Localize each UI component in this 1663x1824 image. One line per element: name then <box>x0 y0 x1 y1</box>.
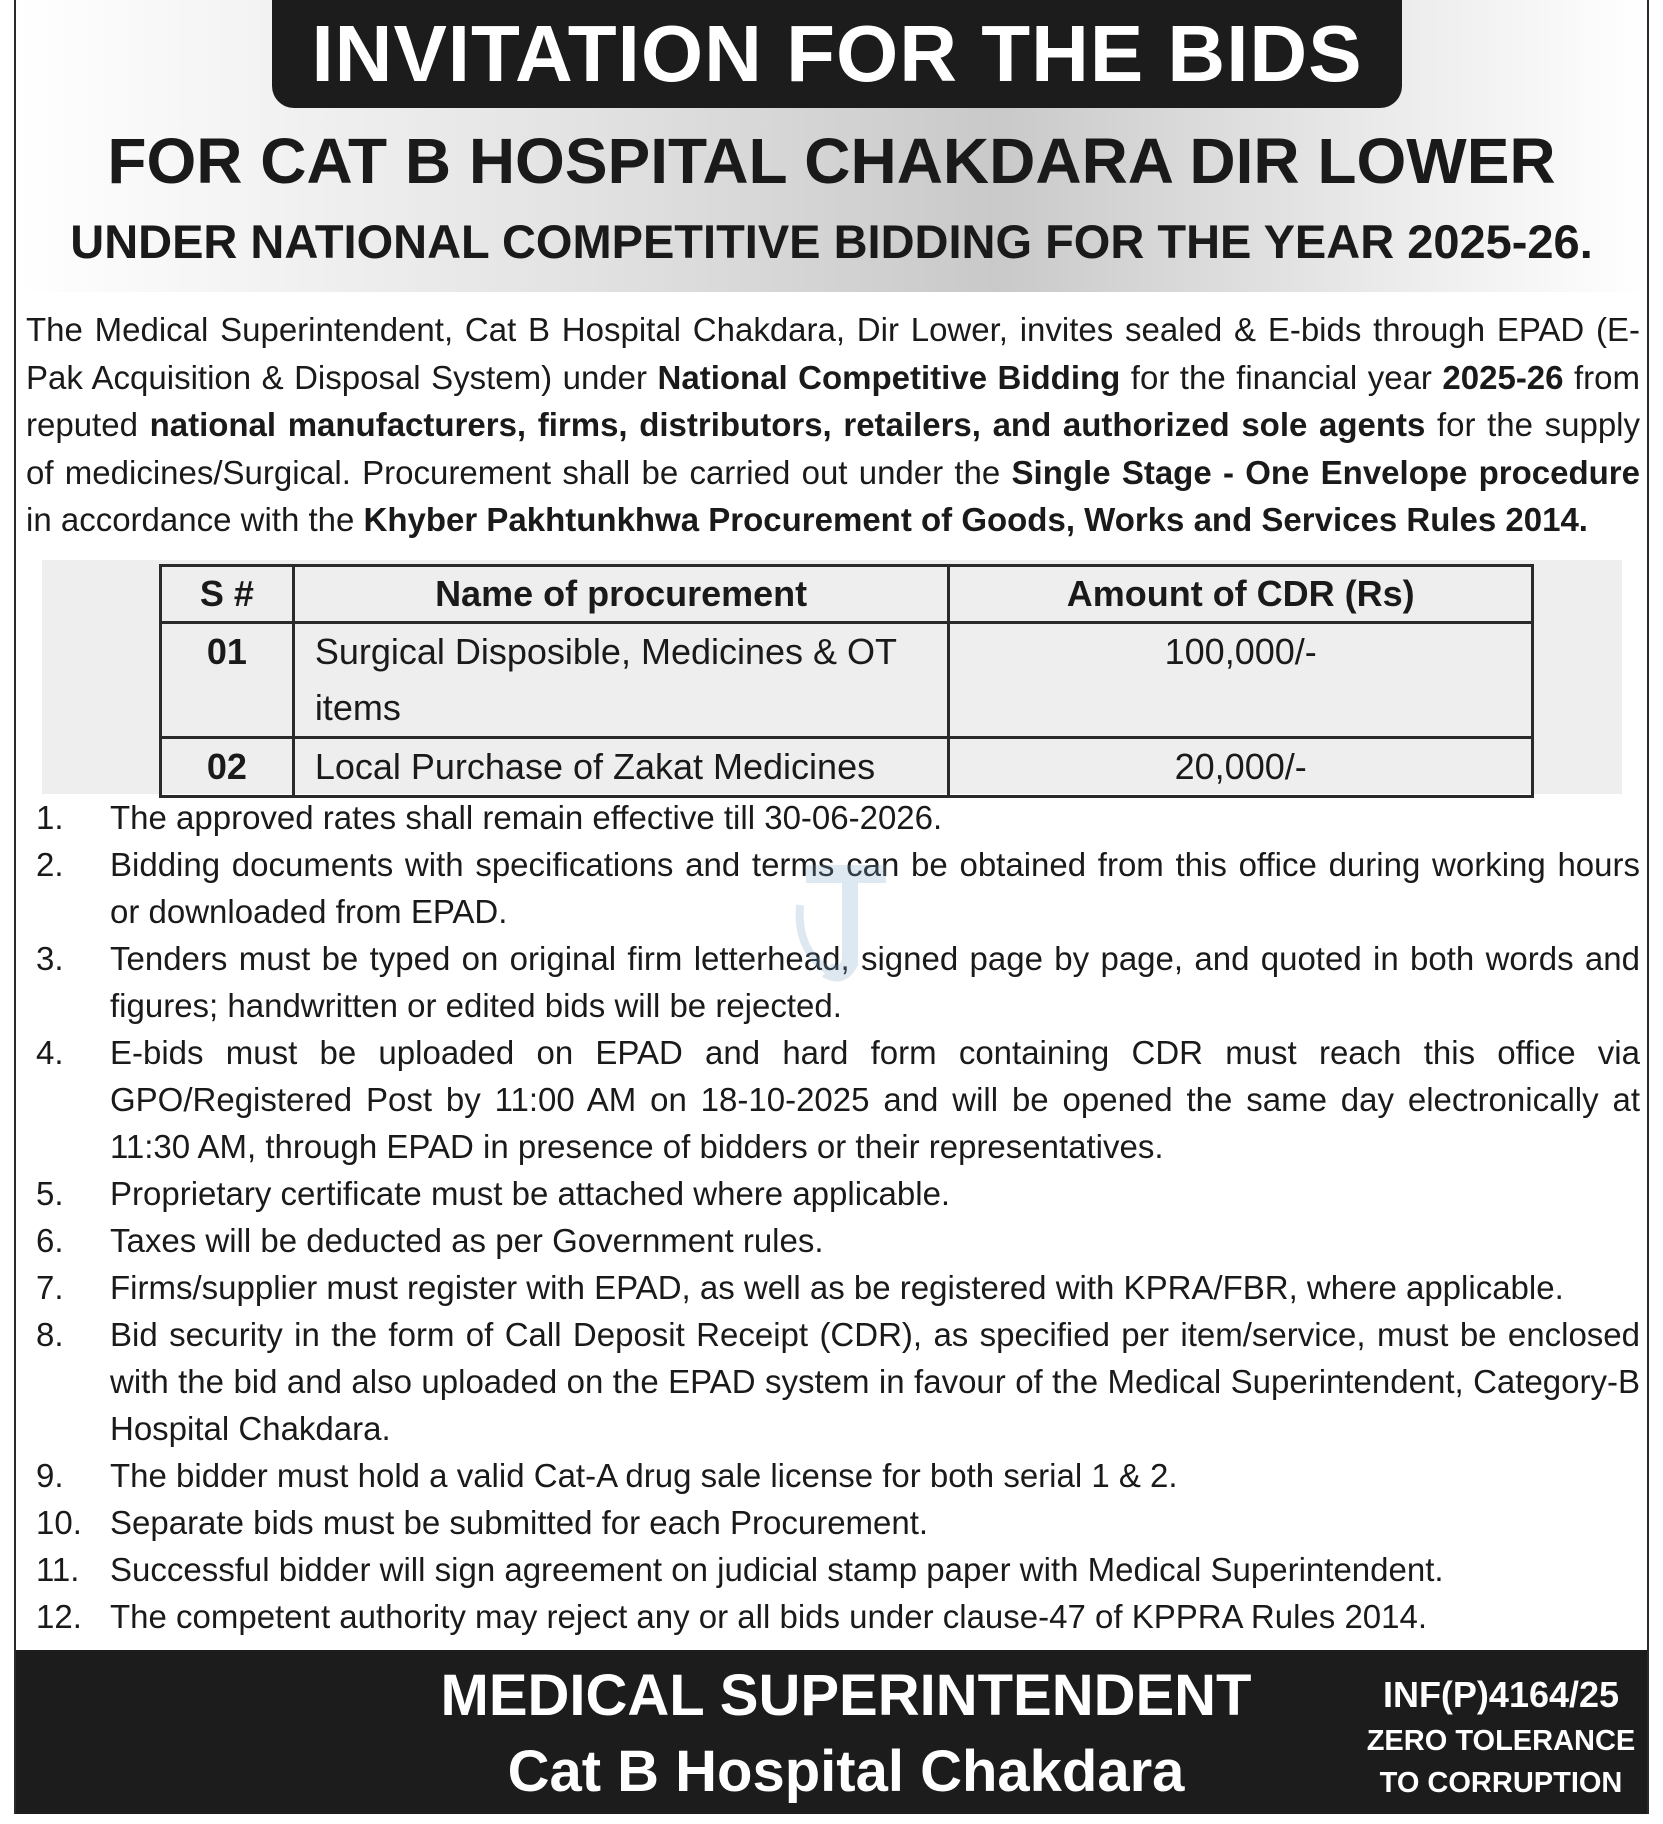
list-item <box>26 1452 1640 1499</box>
list-item-text: Successful bidder will sign agreement on judicial stamp paper with Medical Superintendent. <box>110 1551 1444 1588</box>
column-header-serial: S # <box>161 566 294 623</box>
intro-bold-text: 2025-26 <box>1442 358 1564 396</box>
list-item-text: E-bids must be uploaded on EPAD and hard form containing CDR must reach this office via GPO/Registered Post by 11:00 AM on 18-10-2025 and will be opened the same day electronically at 11:30 AM, through EPAD in presence of bidders or their representatives. <box>110 1034 1640 1165</box>
list-item-number: 4. <box>36 1034 64 1071</box>
list-item <box>26 1311 1640 1452</box>
header-banner <box>16 0 1647 292</box>
list-item <box>26 1499 1640 1546</box>
cell-serial: 01 <box>161 623 294 738</box>
signatory-organization: Cat B Hospital Chakdara <box>507 1739 1185 1804</box>
list-item-text: The bidder must hold a valid Cat-A drug sale license for both serial 1 & 2. <box>110 1457 1178 1494</box>
list-item-text: Bidding documents with specifications and terms can be obtained from this office during working hours or downloaded from EPAD. <box>110 846 1640 930</box>
list-item-text: Proprietary certificate must be attached where applicable. <box>110 1175 951 1212</box>
intro-text: in accordance with the <box>26 501 364 538</box>
signatory-title: MEDICAL SUPERINTENDENT <box>440 1663 1252 1728</box>
intro-text: from reputed <box>26 358 1640 443</box>
slogan-line: ZERO TOLERANCE <box>1366 1725 1636 1757</box>
list-item <box>26 1029 1640 1170</box>
list-item-number: 5. <box>36 1175 64 1212</box>
list-item <box>26 1593 1640 1640</box>
intro-bold-text: National Competitive Bidding <box>657 358 1121 396</box>
watermark-logo-icon <box>786 845 906 995</box>
column-header-name: Name of procurement <box>293 566 949 623</box>
advertisement-page <box>14 0 1649 1814</box>
cell-serial: 02 <box>161 738 294 797</box>
intro-paragraph <box>26 306 1640 544</box>
intro-text: The Medical Superintendent, Cat B Hospital Chakdara, Dir Lower, invites sealed & E-bids through EPAD (E-Pak Acquisition & Disposal System) under <box>26 311 1640 396</box>
list-item-number: 1. <box>36 799 64 836</box>
list-item-number: 11. <box>36 1551 80 1588</box>
intro-bold-text: Single Stage - One Envelope procedure <box>1011 453 1641 491</box>
list-item-text: Bid security in the form of Call Deposit Receipt (CDR), as specified per item/service, must be enclosed with the bid and also uploaded on the EPAD system in favour of the Medical Superintendent, Category-B Hospital Chakdara. <box>110 1316 1640 1447</box>
list-item-number: 8. <box>36 1316 64 1353</box>
list-item-text: The competent authority may reject any or all bids under clause-47 of KPPRA Rules 2014. <box>110 1598 1428 1635</box>
cell-amount: 100,000/- <box>949 623 1533 738</box>
anti-corruption-slogan <box>1356 1720 1646 1804</box>
list-item-number: 10. <box>36 1504 82 1541</box>
list-item <box>26 1170 1640 1217</box>
table-header-row <box>161 566 1533 623</box>
list-item-text: Tenders must be typed on original firm letterhead, signed page by page, and quoted in both words and figures; handwritten or edited bids will be rejected. <box>110 940 1640 1024</box>
reference-number: INF(P)4164/25 <box>1382 1674 1620 1715</box>
slogan-line: TO CORRUPTION <box>1379 1767 1623 1799</box>
list-item-text: The approved rates shall remain effective till 30-06-2026. <box>110 799 943 836</box>
intro-bold-text: Khyber Pakhtunkhwa Procurement of Goods, Works and Services Rules 2014. <box>363 501 1588 538</box>
procurement-table <box>159 564 1534 798</box>
list-item <box>26 794 1640 841</box>
list-item <box>26 1546 1640 1593</box>
list-item-text: Taxes will be deducted as per Government rules. <box>110 1222 824 1259</box>
table-row <box>161 623 1533 738</box>
cell-amount: 20,000/- <box>949 738 1533 797</box>
list-item-number: 6. <box>36 1222 64 1259</box>
list-item-number: 12. <box>36 1598 82 1635</box>
list-item-text: Separate bids must be submitted for each Procurement. <box>110 1504 929 1541</box>
cell-name: Local Purchase of Zakat Medicines <box>293 738 949 797</box>
list-item <box>26 1217 1640 1264</box>
page-title: INVITATION FOR THE BIDS <box>272 0 1402 108</box>
subtitle-bidding: UNDER NATIONAL COMPETITIVE BIDDING FOR THE YEAR 2025-26. <box>70 215 1593 268</box>
list-item-number: 3. <box>36 940 64 977</box>
list-item-number: 2. <box>36 846 64 883</box>
list-item-number: 9. <box>36 1457 64 1494</box>
list-item-text: Firms/supplier must register with EPAD, as well as be registered with KPRA/FBR, where applicable. <box>110 1269 1564 1306</box>
footer-banner <box>16 1650 1647 1814</box>
cell-name: Surgical Disposible, Medicines & OT items <box>293 623 949 738</box>
list-item <box>26 1264 1640 1311</box>
procurement-table-panel <box>42 560 1622 794</box>
table-row <box>161 738 1533 797</box>
list-item-number: 7. <box>36 1269 64 1306</box>
column-header-amount: Amount of CDR (Rs) <box>949 566 1533 623</box>
intro-bold-text: national manufacturers, firms, distributors, retailers, and authorized sole agents <box>149 406 1426 443</box>
subtitle-hospital: FOR CAT B HOSPITAL CHAKDARA DIR LOWER <box>107 125 1556 197</box>
intro-text: for the financial year <box>1120 358 1443 396</box>
intro-text: for the supply of medicines/Surgical. Procurement shall be carried out under the <box>26 406 1641 491</box>
